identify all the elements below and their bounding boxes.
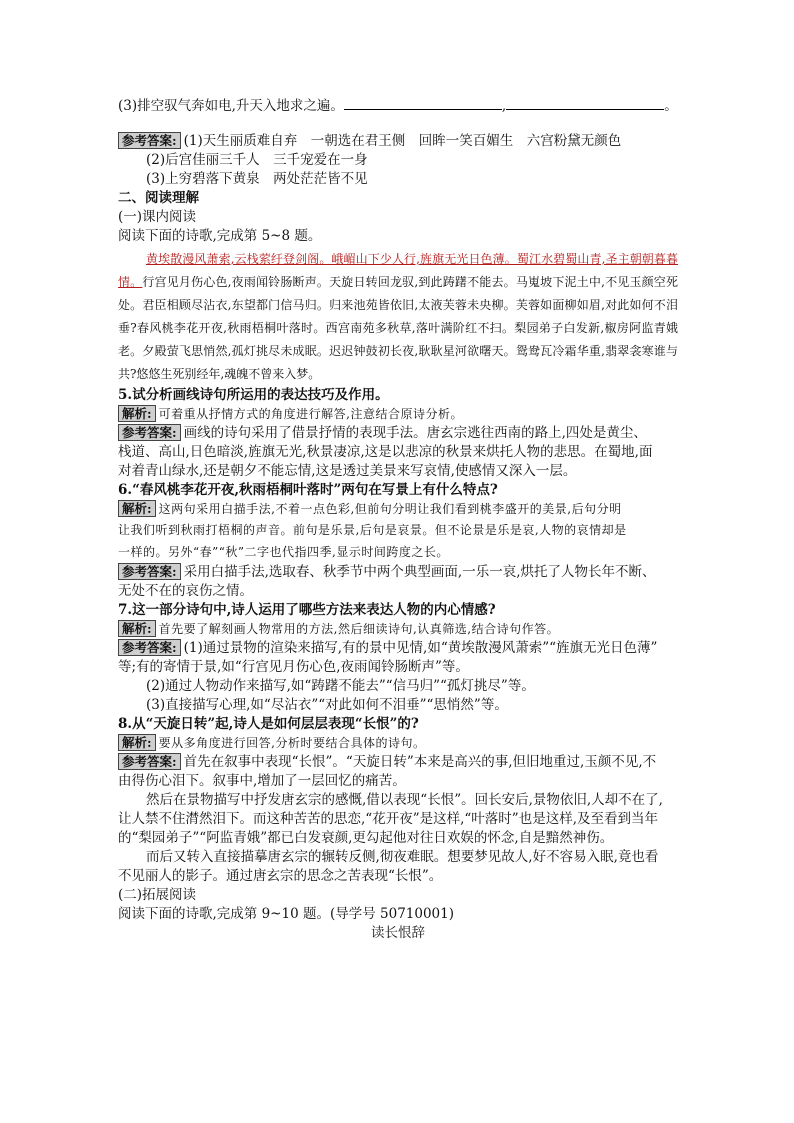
answer-tag: 参考答案: <box>118 132 181 149</box>
answer-tag: 参考答案: <box>118 563 181 580</box>
next-poem-title: 读长恨辞 <box>371 925 425 941</box>
subsection-heading: (一)课内阅读 <box>118 209 197 225</box>
answer-blank-1[interactable] <box>344 96 502 110</box>
question-3: (3)排空驭气奔如电,升天入地求之遍。 , 。 <box>118 98 678 114</box>
underlined-lines: 黄埃散漫风萧索,云栈萦纡登剑阁。峨嵋山下少人行,旌旗无光日色薄。蜀江水碧蜀山青,圣主朝朝暮暮情。 <box>118 252 678 289</box>
poem-text: 黄埃散漫风萧索,云栈萦纡登剑阁。峨嵋山下少人行,旌旗无光日色薄。蜀江水碧蜀山青,圣主朝朝暮暮情。行宫见月伤心色,夜雨闻铃肠断声。天旋日转回龙驭,到此踌躇不能去。马嵬坡下泥土中,不见玉颜空死处。君臣相顾尽沾衣,东望都门信马归。归来池苑皆依旧,太液芙蓉未央柳。芙蓉如面柳如眉,对此如何不泪垂?春风桃李花开夜,秋雨梧桐叶落时。西宫南苑多秋草,落叶满阶红不扫。梨园弟子白发新,椒房阿监青娥老。夕殿萤飞思悄然,孤灯挑尽未成眠。迟迟钟鼓初长夜,耿耿星河欲曙天。鸳鸯瓦冷霜华重,翡翠衾寒谁与共?悠悠生死别经年,魂魄不曾来入梦。 <box>118 252 678 381</box>
question-6-title: 6.“春风桃李花开夜,秋雨梧桐叶落时”两句在写景上有什么特点? <box>118 482 498 498</box>
question-6-answer: 参考答案: 采用白描手法,选取春、秋季节中两个典型画面,一乐一哀,烘托了人物长年不断、 <box>118 563 678 582</box>
question-8-answer: 参考答案: 首先在叙事中表现“长恨”。“天旋日转”本来是高兴的事,但旧地重过,玉颜不见,不 <box>118 753 678 772</box>
reading-instruction: 阅读下面的诗歌,完成第 5~8 题。 <box>118 228 322 244</box>
answer-1: 参考答案: (1)天生丽质难自弃 一朝选在君王侧 回眸一笑百媚生 六宫粉黛无颜色 <box>118 132 678 151</box>
answer-tag: 参考答案: <box>118 753 181 770</box>
answer-tag: 参考答案: <box>118 424 181 441</box>
analysis-tag: 解析: <box>118 500 156 517</box>
subsection-heading-2: (二)拓展阅读 <box>118 887 197 903</box>
answer-blank-2[interactable] <box>506 96 664 110</box>
section-heading: 二、阅读理解 <box>118 190 199 206</box>
analysis-tag: 解析: <box>118 734 156 751</box>
reading-instruction-2: 阅读下面的诗歌,完成第 9~10 题。(导学号 50710001) <box>118 906 454 922</box>
question-5-analysis: 解析: 可着重从抒情方式的角度进行解答,注意结合原诗分析。 <box>118 405 678 424</box>
question-7-answer: 参考答案: (1)通过景物的渲染来描写,有的景中见情,如“黄埃散漫风萧索”“旌旗无光日色薄” <box>118 639 678 658</box>
question-8-analysis: 解析: 要从多角度进行回答,分析时要结合具体的诗句。 <box>118 734 678 753</box>
question-7-analysis: 解析: 首先要了解刻画人物常用的方法,然后细读诗句,认真筛选,结合诗句作答。 <box>118 620 678 639</box>
question-7-title: 7.这一部分诗句中,诗人运用了哪些方法来表达人物的内心情感? <box>118 602 496 618</box>
question-5-title: 5.试分析画线诗句所运用的表达技巧及作用。 <box>118 387 389 403</box>
analysis-tag: 解析: <box>118 620 156 637</box>
question-6-analysis: 解析: 这两句采用白描手法,不着一点色彩,但前句分明让我们看到桃李盛开的美景,后句分明 <box>118 500 678 519</box>
document-page: (3)排空驭气奔如电,升天入地求之遍。 , 。 参考答案: (1)天生丽质难自弃 一朝选在君王侧 回眸一笑百媚生 六宫粉黛无颜色 (2)后宫佳丽三千人 三千宠爱在一身 (3)上穷碧落下黄泉 两处茫茫皆不见 二、阅读理解 (一)课内阅读 阅读下面的诗歌,完成第 5~8 题。 黄埃散漫风萧索,云栈萦纡登剑阁。峨嵋山下少人行,旌旗无光日色薄。蜀江水碧蜀山青,圣主朝朝暮暮情。行宫见月伤心色,夜雨闻铃肠断声。天旋日转回龙驭,到此踌躇不能去。马嵬坡下泥土中,不见玉颜空死处。君臣相顾尽沾衣,东望都门信马归。归来池苑皆依旧,太液芙蓉未央柳。芙蓉如面柳如眉,对此如何不泪垂?春风桃李花开夜,秋雨梧桐叶落时。西宫南苑多秋草,落叶满阶红不扫。梨园弟子白发新,椒房阿监青娥老。夕殿萤飞思悄然,孤灯挑尽未成眠。迟迟钟鼓初长夜,耿耿星河欲曙天。鸳鸯瓦冷霜华重,翡翠衾寒谁与共?悠悠生死别经年,魂魄不曾来入梦。 5.试分析画线诗句所运用的表达技巧及作用。 解析: 可着重从抒情方式的角度进行解答,注意结合原诗分析。 参考答案: 画线的诗句采用了借景抒情的表现手法。唐玄宗逃往西南的路上,四处是黄尘、 栈道、高山,日色暗淡,旌旗无光,秋景凄凉,这是以悲凉的秋景来烘托人物的悲思。在蜀地,面 对着青山绿水,还是朝夕不能忘情,这是透过美景来写哀情,使感情又深入一层。 6.“春风桃李花开夜,秋雨梧桐叶落时”两句在写景上有什么特点? 解析: 这两句采用白描手法,不着一点色彩,但前句分明让我们看到桃李盛开的美景,后句分明 让我们听到秋雨打梧桐的声音。前句是乐景,后句是哀景。但不论景是乐是哀,人物的哀情却是 一样的。另外“春”“秋”二字也代指四季,显示时间跨度之长。 参考答案: 采用白描手法,选取春、秋季节中两个典型画面,一乐一哀,烘托了人物长年不断、 无处不在的哀伤之情。 7.这一部分诗句中,诗人运用了哪些方法来表达人物的内心情感? 解析: 首先要了解刻画人物常用的方法,然后细读诗句,认真筛选,结合诗句作答。 参考答案: (1)通过景物的渲染来描写,有的景中见情,如“黄埃散漫风萧索”“旌旗无光日色薄” 等;有的寄情于景,如“行宫见月伤心色,夜雨闻铃肠断声”等。 (2)通过人物动作来描写,如“踌躇不能去”“信马归”“孤灯挑尽”等。 (3)直接描写心理,如“尽沾衣”“对此如何不泪垂”“思悄然”等。 8.从“天旋日转”起,诗人是如何层层表现“长恨”的? 解析: 要从多角度进行回答,分析时要结合具体的诗句。 参考答案: 首先在叙事中表现“长恨”。“天旋日转”本来是高兴的事,但旧地重过,玉颜不见,不 由得伤心泪下。叙事中,增加了一层回忆的痛苦。 然后在景物描写中抒发唐玄宗的感慨,借以表现“长恨”。回长安后,景物依旧,人却不在了, 让人禁不住潸然泪下。而这种苦苦的思恋,“花开夜”是这样,“叶落时”也是这样,及至看到当年 的“梨园弟子”“阿监青娥”都已白发衰颜,更勾起他对往日欢娱的怀念,自是黯然神伤。 而后又转入直接描摹唐玄宗的辗转反侧,彻夜难眠。想要梦见故人,好不容易入眠,竟也看 不见丽人的影子。通过唐玄宗的思念之苦表现“长恨”。 (二)拓展阅读 阅读下面的诗歌,完成第 9~10 题。(导学号 50710001) 读长恨辞 <box>118 98 678 941</box>
question-5-answer: 参考答案: 画线的诗句采用了借景抒情的表现手法。唐玄宗逃往西南的路上,四处是黄尘、 <box>118 424 678 443</box>
answer-tag: 参考答案: <box>118 639 181 656</box>
question-8-title: 8.从“天旋日转”起,诗人是如何层层表现“长恨”的? <box>118 716 419 732</box>
analysis-tag: 解析: <box>118 405 156 422</box>
